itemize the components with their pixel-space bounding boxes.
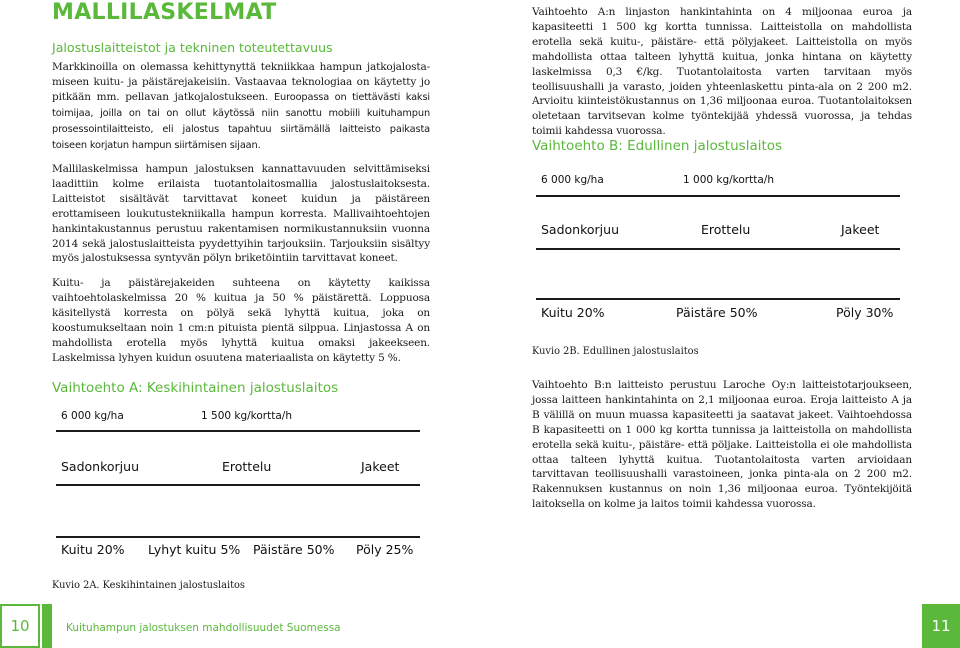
paragraph-intro-part1: Markkinoilla on olemassa kehittynyttä tekniikkaa hampun jatkojalosta- miseen kuitu- ja päistärejakeisiin. Vastaavaa teknologiaa on käytetty jo pitkään mm. pellavan jatkojalostukseen.: [52, 61, 430, 103]
paragraph-intro-part2: Euroopassa on tiettävästi kaksi toimijaa, joilla on tai on ollut käytössä niin sanottu mobiili kuituhampun prosessointilaitteisto, eli jalostus tapahtuu siirtämällä laitteisto paikasta toiseen korjatun hampun siirtämisen sijaan.: [52, 91, 430, 151]
flow-a-output-short-fiber: Lyhyt kuitu 5%: [148, 542, 241, 557]
flow-b-node-harvest: Sadonkorjuu: [541, 222, 619, 237]
caption-2a: Kuvio 2A. Keskihintainen jalostuslaitos: [52, 580, 245, 591]
page-number-left: 10: [0, 604, 40, 648]
paragraph-intro: [52, 60, 430, 153]
page-number-right: 11: [922, 604, 960, 648]
flow-b-output-line: [536, 298, 900, 300]
flow-a-node-separation: Erottelu: [222, 459, 272, 474]
footer-accent-bar: [42, 604, 52, 648]
paragraph-ratios: Kuitu- ja päistärejakeiden suhteena on käytetty kaikissa vaihtoehtolaskelmissa 20 % kuitua ja 50 % päistärettä. Loppuosa käsitellystä korresta on pölyä sekä lyhyttä kuitua, joka on koostumukseltaan noin 1 cm:n pituista pientä silppua. Linjastossa A on mahdollista erotella myös lyhyttä kuitua omaksi jakeekseen. Laskelmissa lyhyen kuidun osuutena materiaalista on käytetty 5 %.: [52, 277, 430, 364]
flow-b-mid-line: [536, 248, 900, 250]
flow-a-mid-line: [56, 484, 420, 486]
flow-b-process-rate: 1 000 kg/kortta/h: [683, 174, 774, 186]
section-subtitle: Jalostuslaitteistot ja tekninen toteutettavuus: [52, 40, 333, 55]
flow-b-in-rate: 6 000 kg/ha: [541, 174, 604, 186]
flow-b-output-fiber: Kuitu 20%: [541, 305, 605, 320]
paragraph-models: Mallilaskelmissa hampun jalostuksen kannattavuuden selvittämiseksi laadittiin kolme erilaista tuotantolaitosmallia jalostuslaitoksesta. Laitteistot sisältävät tarvittavat koneet kuidun ja päistäreen erottamiseen loukutustekniikalla hampun korresta. Mallivaihtoehtojen hankintakustannus perustuu rakentamisen normikustannuksiin vuonna 2014 sekä jalostuslaitteista pyydettyihin tarjouksiin. Tarjouksiin sisältyy myös jalostuksessa syntyvän pölyn briketöintiin tarvittavat koneet.: [52, 163, 430, 265]
footer-publication-title: Kuituhampun jalostuksen mahdollisuudet Suomessa: [66, 622, 341, 634]
section-head-a: Vaihtoehto A: Keskihintainen jalostuslaitos: [52, 380, 339, 396]
paragraph-option-a: Vaihtoehto A:n linjaston hankintahinta on 4 miljoonaa euroa ja kapasiteetti 1 500 kg kortta tunnissa. Laitteistolla on mahdollista erotella sekä kuitu-, päistäre- että pölyjakeet. Laitteistolla on myös mahdollista ottaa talteen lyhyttä kuitua, jonka hintana on käytetty laskelmissa 0,3 €/kg. Tuotantolaitosta varten tarvitaan myös teollisuushalli ja varasto, joiden yhteenlaskettu pinta-ala on 2 200 m2. Arvioitu kiinteistökustannus on 1,36 miljoonaa euroa. Tuotantolaitoksen oletetaan tarvitsevan kolme työntekijää yhdessä vuorossa, ja tehdas toimii kahdessa vuorossa.: [532, 6, 912, 138]
flow-a-process-rate: 1 500 kg/kortta/h: [201, 410, 292, 422]
section-head-b: Vaihtoehto B: Edullinen jalostuslaitos: [532, 138, 783, 154]
flow-b-node-fractions: Jakeet: [841, 222, 880, 237]
flow-a-output-line: [56, 536, 420, 538]
flow-a-in-rate: 6 000 kg/ha: [61, 410, 124, 422]
flow-b-output-dust: Pöly 30%: [836, 305, 894, 320]
flow-a-node-fractions: Jakeet: [361, 459, 400, 474]
page-title: MALLILASKELMAT: [52, 0, 277, 25]
flow-a-output-shives: Päistäre 50%: [253, 542, 335, 557]
flow-a-node-harvest: Sadonkorjuu: [61, 459, 139, 474]
flow-a-output-dust: Pöly 25%: [356, 542, 414, 557]
flow-b-top-line: [536, 195, 900, 197]
flow-a-output-fiber: Kuitu 20%: [61, 542, 125, 557]
paragraph-option-b: Vaihtoehto B:n laitteisto perustuu Laroche Oy:n laitteistotarjoukseen, jossa laitteen hankintahinta on 2,1 miljoonaa euroa. Eroja laitteisto A ja B välillä on muun muassa kapasiteetti ja saatavat jakeet. Vaihtoehdossa B kapasiteetti on 1 000 kg kortta tunnissa ja laitteistolla on mahdollista erotella sekä kuitu-, päistäre- että pöljake. Laitteistolla ei ole mahdollista ottaa talteen lyhyttä kuitua. Tuotantolaitosta varten arvioidaan tarvittavan teollisuushalli varastoineen, jonka pinta-ala on 2 200 m2. Rakennuksen kustannus on noin 1,36 miljoonaa euroa. Työntekijöitä laitoksella on kolme ja laitos toimii kahdessa vuorossa.: [532, 379, 912, 511]
flow-b-output-shives: Päistäre 50%: [676, 305, 758, 320]
flow-a-top-line: [56, 430, 420, 432]
caption-2b: Kuvio 2B. Edullinen jalostuslaitos: [532, 346, 699, 357]
flow-b-node-separation: Erottelu: [701, 222, 751, 237]
